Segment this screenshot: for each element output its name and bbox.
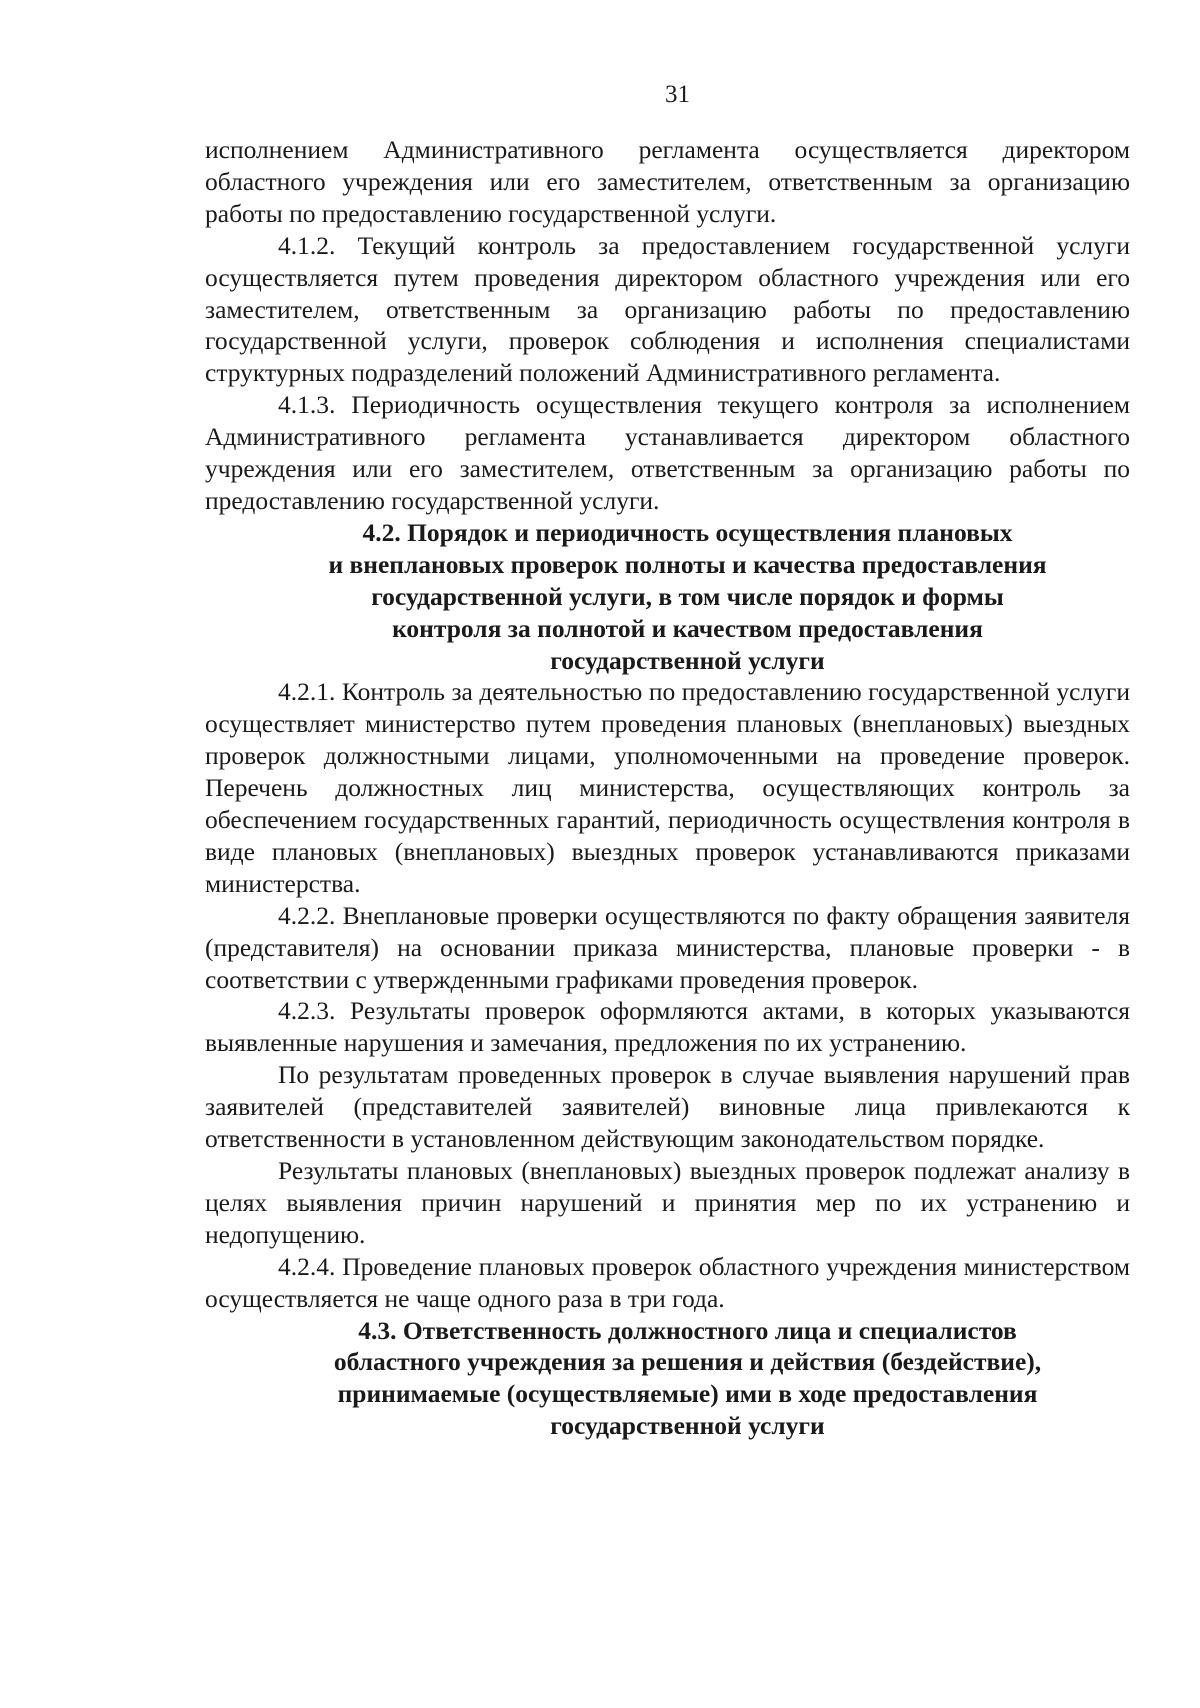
heading-line: государственной услуги, в том числе порядок и формы [371, 581, 1004, 611]
section-heading-4-3 [205, 1315, 1130, 1443]
section-heading-4-2 [205, 517, 1130, 677]
paragraph: 4.2.4. Проведение плановых проверок областного учреждения министерством осуществляется не чаще одного раза в три года. [205, 1251, 1130, 1313]
heading-line: областного учреждения за решения и действия (бездействие), [333, 1347, 1042, 1377]
paragraph: 4.2.3. Результаты проверок оформляются актами, в которых указываются выявленные нарушения и замечания, предложения по их устранению. [205, 996, 1130, 1058]
heading-line: государственной услуги [550, 645, 825, 675]
paragraph: 4.2.2. Внеплановые проверки осуществляются по факту обращения заявителя (представителя) на основании приказа министерства, плановые проверки - в соответствии с утвержденными графиками проведения проверок. [205, 900, 1130, 994]
heading-line: и внеплановых проверок полноты и качества предоставления [328, 549, 1047, 579]
heading-line: контроля за полнотой и качеством предоставления [392, 613, 983, 643]
heading-line: 4.2. Порядок и периодичность осуществления плановых [362, 517, 1013, 547]
heading-line: принимаемые (осуществляемые) ими в ходе предоставления [337, 1379, 1038, 1409]
document-body [205, 134, 1130, 1442]
paragraph: 4.1.2. Текущий контроль за предоставлением государственной услуги осуществляется путем проведения директором областного учреждения или его заместителем, ответственным за организацию работы по предоставлению государственной услуги, проверок соблюдения и исполнения специалистами структурных подразделений положений Административного регламента. [205, 230, 1130, 388]
paragraph: Результаты плановых (внеплановых) выездных проверок подлежат анализу в целях выявления причин нарушений и принятия мер по их устранению и недопущению. [205, 1156, 1130, 1249]
paragraph: исполнением Административного регламента осуществляется директором областного учреждения или его заместителем, ответственным за организацию работы по предоставлению государственной услуги. [205, 135, 1130, 228]
paragraph: По результатам проведенных проверок в случае выявления нарушений прав заявителей (представителей заявителей) виновные лица привлекаются к ответственности в установленном действующим законодательством порядке. [205, 1060, 1130, 1154]
heading-line: государственной услуги [550, 1411, 825, 1441]
paragraph: 4.2.1. Контроль за деятельностью по предоставлению государственной услуги осуществляет министерство путем проведения плановых (внеплановых) выездных проверок должностными лицами, уполномоченными на проведение проверок. Перечень должностных лиц министерства, осуществляющих контроль за обеспечением государственных гарантий, периодичность осуществления контроля в виде плановых (внеплановых) выездных проверок устанавливаются приказами министерства. [205, 677, 1130, 898]
paragraph: 4.1.3. Периодичность осуществления текущего контроля за исполнением Административного регламента устанавливается директором областного учреждения или его заместителем, ответственным за организацию работы по предоставлению государственной услуги. [205, 390, 1130, 515]
heading-line: 4.3. Ответственность должностного лица и специалистов [358, 1315, 1017, 1345]
page-number: 31 [665, 81, 690, 108]
